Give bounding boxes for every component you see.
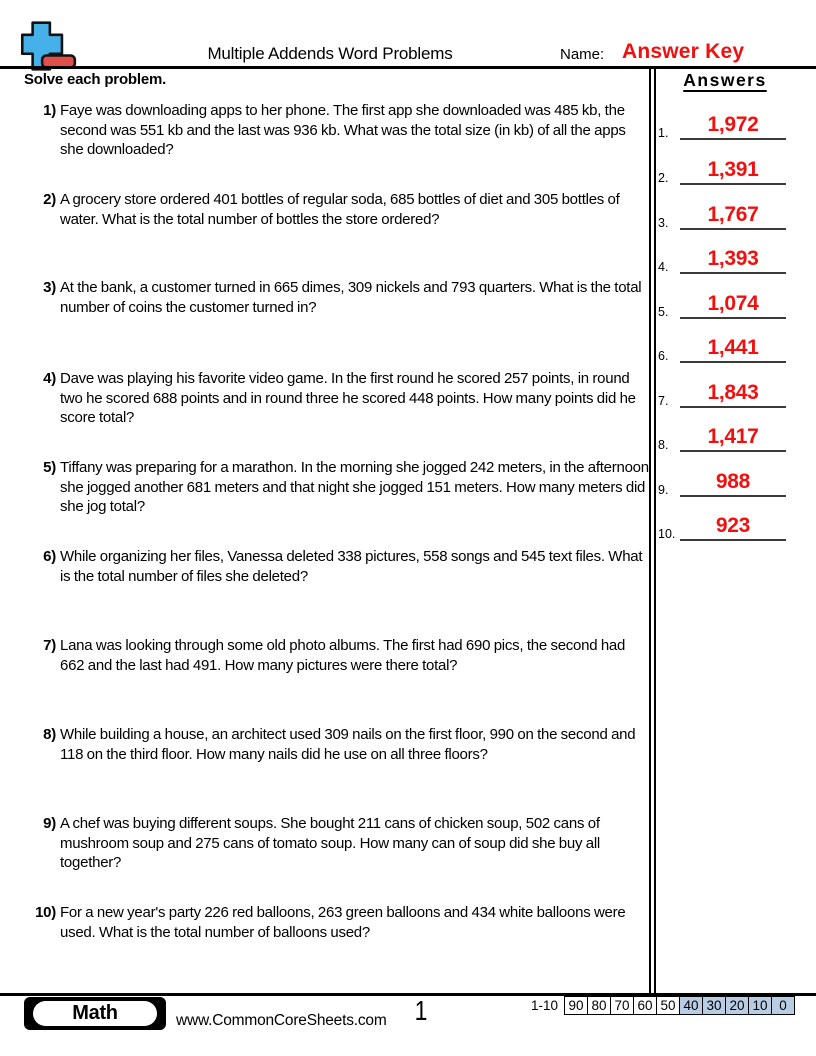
answer-row	[654, 420, 794, 452]
problem-number: 9)	[43, 815, 56, 832]
problem-text: For a new year's party 226 red balloons, 263 green balloons and 434 white balloons were used. What is the total number of balloons used?	[60, 904, 626, 941]
score-cell: 0	[771, 996, 795, 1015]
problem-item	[26, 814, 650, 873]
answer-row	[654, 198, 794, 230]
answer-value: 1,767	[680, 203, 786, 230]
name-label: Name:	[560, 46, 605, 63]
problem-text: A chef was buying different soups. She bought 211 cans of chicken soup, 502 cans of mushroom soup and 275 cans of tomato soup. How many can of soup did she buy all together?	[60, 815, 601, 871]
answer-value: 1,391	[680, 158, 786, 185]
answer-row	[654, 108, 794, 140]
answer-number: 7.	[658, 394, 669, 408]
answer-row	[654, 287, 794, 319]
score-cell: 50	[656, 996, 680, 1015]
answer-row	[654, 153, 794, 185]
problem-item	[26, 725, 650, 764]
score-scale-label: 1-10	[531, 998, 559, 1013]
answer-value: 1,843	[680, 381, 786, 408]
answer-row	[654, 465, 794, 497]
problem-number: 2)	[43, 191, 56, 208]
problem-text: While organizing her files, Vanessa deleted 338 pictures, 558 songs and 545 text files. What is the total number of files she deleted?	[60, 548, 643, 585]
problem-number: 4)	[43, 370, 56, 387]
answer-number: 10.	[658, 527, 676, 541]
website-text: www.CommonCoreSheets.com	[176, 1012, 387, 1029]
answer-number: 6.	[658, 349, 669, 363]
problem-item	[26, 369, 650, 428]
subject-label: Math	[33, 1001, 157, 1026]
answer-row	[654, 376, 794, 408]
problem-number: 8)	[43, 726, 56, 743]
problem-number: 6)	[43, 548, 56, 565]
score-cell: 60	[633, 996, 657, 1015]
answer-row	[654, 242, 794, 274]
answer-value: 1,074	[680, 292, 786, 319]
problem-text: At the bank, a customer turned in 665 dimes, 309 nickels and 793 quarters. What is the total number of coins the customer turned in?	[60, 279, 642, 316]
problem-text: Lana was looking through some old photo albums. The first had 690 pics, the second had 662 and the last had 491. How many pictures were there total?	[60, 637, 626, 674]
score-cell: 90	[564, 996, 588, 1015]
answer-value: 1,393	[680, 247, 786, 274]
problem-text: Dave was playing his favorite video game. In the first round he scored 257 points, in round two he scored 688 points and in round three he scored 448 points. How many points did he score total?	[60, 370, 636, 426]
problem-number: 10)	[35, 904, 56, 921]
answer-number: 4.	[658, 260, 669, 274]
problem-number: 3)	[43, 279, 56, 296]
answer-number: 8.	[658, 438, 669, 452]
answer-number: 3.	[658, 216, 669, 230]
score-cell: 70	[610, 996, 634, 1015]
score-cell: 20	[725, 996, 749, 1015]
problem-text: Faye was downloading apps to her phone. The first app she downloaded was 485 kb, the second was 551 kb and the last was 936 kb. What was the total size (in kb) of all the apps she downloaded?	[60, 102, 626, 158]
problem-text: While building a house, an architect used 309 nails on the first floor, 990 on the second and 118 on the third floor. How many nails did he use on all three floors?	[60, 726, 636, 763]
score-cell: 40	[679, 996, 703, 1015]
problem-item	[26, 190, 650, 229]
header-rule	[0, 66, 816, 69]
answer-row	[654, 331, 794, 363]
name-value-answer-key: Answer Key	[622, 40, 745, 63]
answer-value: 1,441	[680, 336, 786, 363]
problem-item	[26, 101, 650, 160]
problem-item	[26, 278, 650, 317]
score-cell: 10	[748, 996, 772, 1015]
problem-item	[26, 636, 650, 675]
answer-number: 2.	[658, 171, 669, 185]
problem-text: Tiffany was preparing for a marathon. In the morning she jogged 242 meters, in the afternoon she jogged another 681 meters and that night she jogged 151 meters. How many meters did she jog total?	[60, 459, 649, 515]
answer-number: 1.	[658, 126, 669, 140]
problem-number: 1)	[43, 102, 56, 119]
problem-item	[26, 458, 650, 517]
answer-row	[654, 509, 794, 541]
worksheet-title: Multiple Addends Word Problems	[207, 44, 453, 63]
answer-value: 1,972	[680, 113, 786, 140]
answer-number: 5.	[658, 305, 669, 319]
answer-value: 988	[680, 470, 786, 497]
subject-badge	[24, 997, 166, 1030]
answer-value: 923	[680, 514, 786, 541]
score-scale	[531, 996, 795, 1015]
answer-value: 1,417	[680, 425, 786, 452]
problem-item	[26, 547, 650, 586]
answers-heading: Answers	[683, 70, 767, 90]
answer-number: 9.	[658, 483, 669, 497]
page-number: 1	[414, 995, 428, 1026]
problem-number: 7)	[43, 637, 56, 654]
problem-text: A grocery store ordered 401 bottles of regular soda, 685 bottles of diet and 305 bottles of water. What is the total number of bottles the store ordered?	[60, 191, 620, 228]
score-cell: 80	[587, 996, 611, 1015]
problem-item	[26, 903, 650, 942]
instructions-text: Solve each problem.	[24, 71, 167, 88]
problem-number: 5)	[43, 459, 56, 476]
score-cell: 30	[702, 996, 726, 1015]
